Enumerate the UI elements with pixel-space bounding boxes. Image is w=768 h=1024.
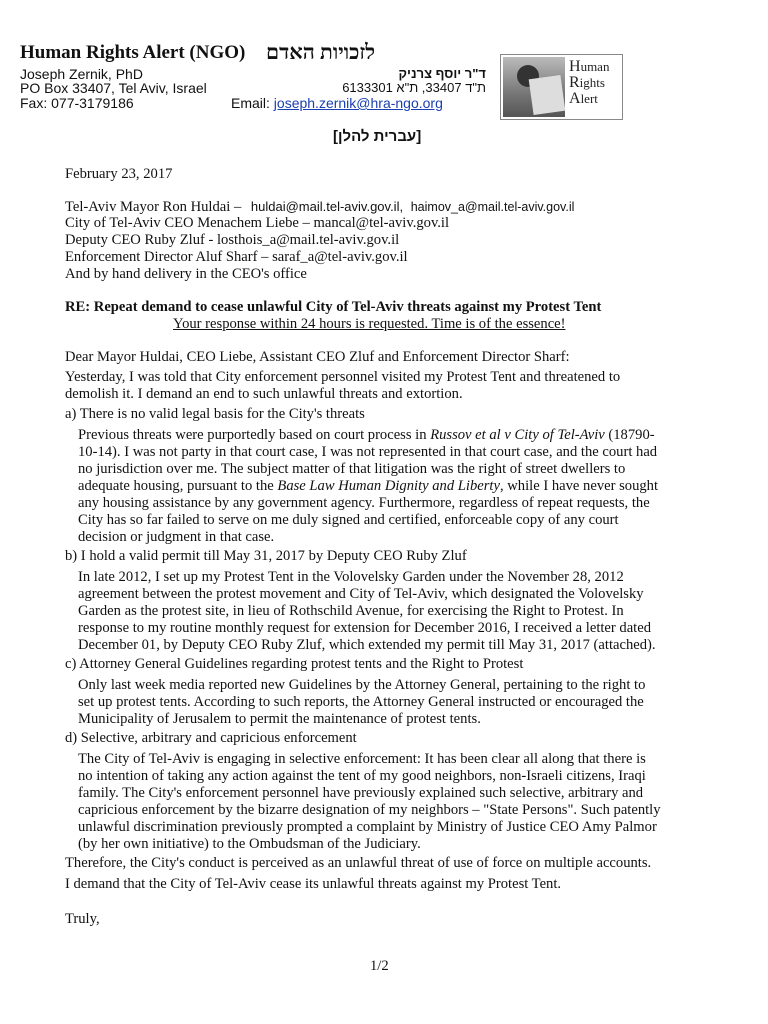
section-d-line: (by her own initiative) to the Ombudsman of the Judiciary. <box>78 836 421 852</box>
section-c-line: Municipality of Jerusalem to permit the maintenance of protest tents. <box>78 711 481 727</box>
intro-line: Yesterday, I was told that City enforcement personnel visited my Protest Tent and threatened to <box>65 369 621 385</box>
email-label: Email: <box>231 95 270 111</box>
section-b-line: agreement between the protest movement and City of Tel-Aviv, which designated the Volovelsky <box>78 586 644 602</box>
sender-name: Joseph Zernik, PhD <box>20 66 143 82</box>
section-d-line: The City of Tel-Aviv is engaging in selective enforcement: It has been clear all along that there is <box>78 751 646 767</box>
hebrew-note: [עברית להלן] <box>333 128 422 145</box>
section-a-line: 10-14). I was not party in that court case, I was not represented in that court case, and the court had <box>78 444 658 460</box>
section-a-line: no jurisdiction over me. The subject matter of that litigation was the right of street dwellers to <box>78 461 626 477</box>
addressee-line: Deputy CEO Ruby Zluf - losthois_a@mail.tel-aviv.gov.il <box>65 232 400 248</box>
section-a-line: decision or judgment in that case. <box>78 529 275 545</box>
response-request: Your response within 24 hours is requested. Time is of the essence! <box>173 316 566 332</box>
email-row <box>231 95 443 111</box>
page-number: 1/2 <box>370 958 389 974</box>
logo-photo <box>503 57 565 117</box>
section-a-line: City has so far failed to serve on me duly signed and certified, enforceable copy of any court <box>78 512 619 528</box>
section-heading-b: b) I hold a valid permit till May 31, 2017 by Deputy CEO Ruby Zluf <box>65 548 467 564</box>
sender-fax: Fax: 077-3179186 <box>20 95 134 111</box>
section-b-line: response to my routine monthly request for extension for December 2016, I received a letter dated <box>78 620 652 636</box>
sender-address: PO Box 33407, Tel Aviv, Israel <box>20 80 207 96</box>
therefore-line: Therefore, the City's conduct is perceived as an unlawful threat of use of force on multiple accounts. <box>65 855 652 871</box>
section-d-line: no intention of taking any action against the tent of my good neighbors, non-Israeli citizens, Iraqi <box>78 768 646 784</box>
section-b-line: December 01, by Deputy CEO Ruby Zluf, which extended my permit till May 31, 2017 (attached). <box>78 637 656 653</box>
section-d-line: capricious enforcement by the bizarre designation of my neighbors – "State Persons". Such patently <box>78 802 661 818</box>
letter-date: February 23, 2017 <box>65 166 173 182</box>
addressee-line: Enforcement Director Aluf Sharf – saraf_a@tel-aviv.gov.il <box>65 249 408 265</box>
addressee-line: Tel-Aviv Mayor Ron Huldai – huldai@mail.tel-aviv.gov.il, haimov_a@mail.tel-aviv.gov.il <box>65 199 575 215</box>
email-link[interactable]: joseph.zernik@hra-ngo.org <box>273 95 443 111</box>
section-c-line: Only last week media reported new Guidelines by the Attorney General, pertaining to the right to <box>78 677 646 693</box>
section-c-line: set up protest tents. According to such reports, the Attorney General instructed or encouraged the <box>78 694 644 710</box>
intro-line: demolish it. I demand an end to such unlawful threats and extortion. <box>65 386 463 402</box>
section-b-line: In late 2012, I set up my Protest Tent in the Volovelsky Garden under the November 28, 2012 <box>78 569 624 585</box>
addressee-line: City of Tel-Aviv CEO Menachem Liebe – mancal@tel-aviv.gov.il <box>65 215 450 231</box>
hra-logo: Human Rights Alert <box>500 54 623 120</box>
org-title-hebrew: לזכויות האדם <box>266 40 376 64</box>
section-d-line: family. The City's enforcement personnel have previously explained such selective, arbitrary and <box>78 785 644 801</box>
section-heading-d: d) Selective, arbitrary and capricious enforcement <box>65 730 357 746</box>
section-a-line: Previous threats were purportedly based on court process in Russov et al v City of Tel-Aviv (18790- <box>78 427 655 443</box>
closing: Truly, <box>65 911 100 927</box>
sender-address-hebrew: ת"ד 33407, ת"א 6133301 <box>342 80 486 95</box>
demand-line: I demand that the City of Tel-Aviv cease its unlawful threats against my Protest Tent. <box>65 876 562 892</box>
section-b-line: Garden as the protest site, in lieu of Rothschild Avenue, for exercising the Right to Protest. In <box>78 603 624 619</box>
section-a-line: any housing assistance by any government agency. Furthermore, regardless of repeat requests, the <box>78 495 650 511</box>
sender-name-hebrew: ד"ר יוסף צרניק <box>398 66 486 81</box>
section-heading-a: a) There is no valid legal basis for the City's threats <box>65 406 365 422</box>
org-title: Human Rights Alert (NGO) <box>20 42 246 63</box>
salutation: Dear Mayor Huldai, CEO Liebe, Assistant CEO Zluf and Enforcement Director Sharf: <box>65 349 570 365</box>
section-a-line: adequate housing, pursuant to the Base Law Human Dignity and Liberty, while I have never sought <box>78 478 659 494</box>
section-heading-c: c) Attorney General Guidelines regarding protest tents and the Right to Protest <box>65 656 524 672</box>
section-d-line: unlawful discrimination previously prompted a complaint by Ministry of Justice CEO Amy Palmor <box>78 819 657 835</box>
re-line: RE: Repeat demand to cease unlawful City of Tel-Aviv threats against my Protest Tent <box>65 299 602 315</box>
addressee-line: And by hand delivery in the CEO's office <box>65 266 307 282</box>
